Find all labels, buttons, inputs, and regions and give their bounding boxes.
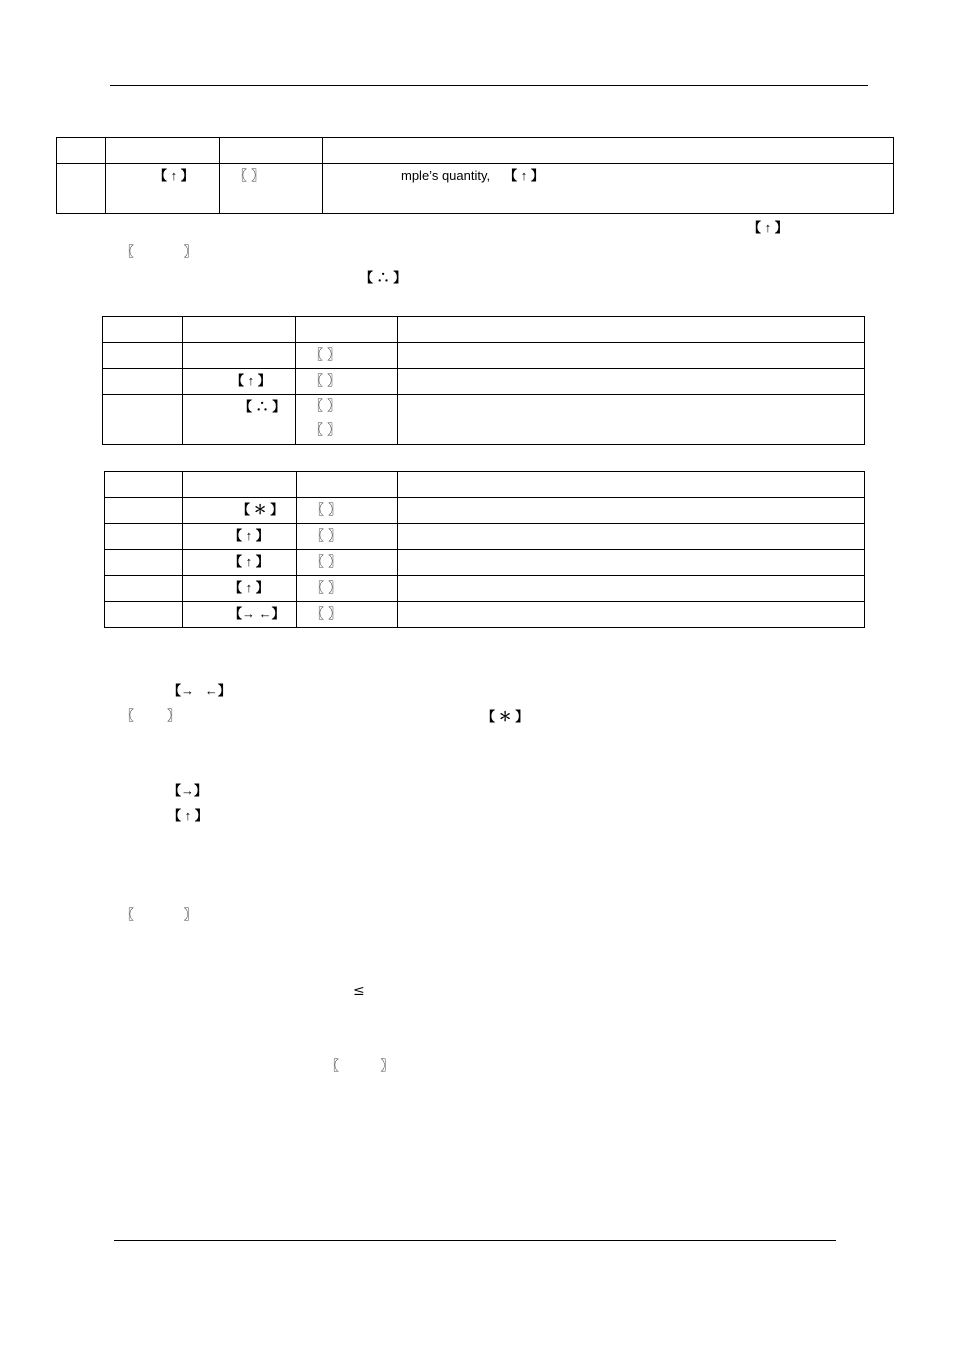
less-equal-symbol: ≤ [353, 983, 365, 999]
display-bracket: 〖 〗 [311, 607, 342, 622]
display-bracket: 〖 〗 [310, 423, 341, 438]
table-1-row [57, 164, 894, 214]
display-bracket: 〖 〗 [310, 399, 341, 414]
table-row [105, 524, 865, 550]
table-row [105, 576, 865, 602]
table-row [105, 550, 865, 576]
table-row [105, 602, 865, 628]
table-row [103, 343, 865, 369]
display-bracket: 〖 〗 [311, 503, 342, 518]
key-therefore: 【 ∴ 】 [360, 270, 407, 285]
table-3 [104, 471, 865, 628]
key-star: 【 ＊ 】 [237, 502, 284, 517]
table-3-header-row [105, 472, 865, 498]
key-right-arrow: 【→】 [168, 783, 208, 798]
key-arrows: 【→ ←】 [229, 606, 285, 621]
display-bracket: 〖 〗 [311, 529, 342, 544]
table-1 [56, 137, 894, 214]
key-up: 【 ↑ 】 [229, 554, 269, 569]
display-bracket: 〖 〗 [121, 245, 197, 260]
display-bracket: 〖 〗 [326, 1059, 394, 1074]
table-row [105, 498, 865, 524]
display-bracket: 〖 〗 [121, 908, 197, 923]
key-up: 【 ↑ 】 [229, 528, 269, 543]
key-star: 【 ＊ 】 [482, 709, 529, 724]
key-up: 【 ↑ 】 [168, 808, 208, 823]
row-description: mple’s quantity, [401, 168, 491, 183]
display-bracket: 〖 〗 [311, 581, 342, 596]
table-2 [102, 316, 865, 445]
table-row [103, 369, 865, 395]
display-bracket: 〖 〗 [310, 348, 341, 363]
display-bracket: 〖 〗 [311, 555, 342, 570]
display-bracket: 〖 〗 [121, 709, 181, 724]
table-row [103, 395, 865, 445]
table-2-header-row [103, 317, 865, 343]
key-up: 【 ↑ 】 [231, 373, 271, 388]
display-bracket: 〖 〗 [310, 374, 341, 389]
table-1-header-row [57, 138, 894, 164]
key-arrows: 【→ ←】 [168, 683, 231, 698]
footer-rule [114, 1240, 836, 1241]
key-up: 【 ↑ 】 [154, 168, 194, 183]
header-rule [110, 85, 868, 86]
key-up: 【 ↑ 】 [229, 580, 269, 595]
key-up: 【 ↑ 】 [748, 220, 788, 235]
display-bracket: 〖 〗 [234, 169, 265, 184]
key-up: 【 ↑ 】 [504, 168, 544, 183]
key-therefore: 【 ∴ 】 [239, 399, 286, 414]
